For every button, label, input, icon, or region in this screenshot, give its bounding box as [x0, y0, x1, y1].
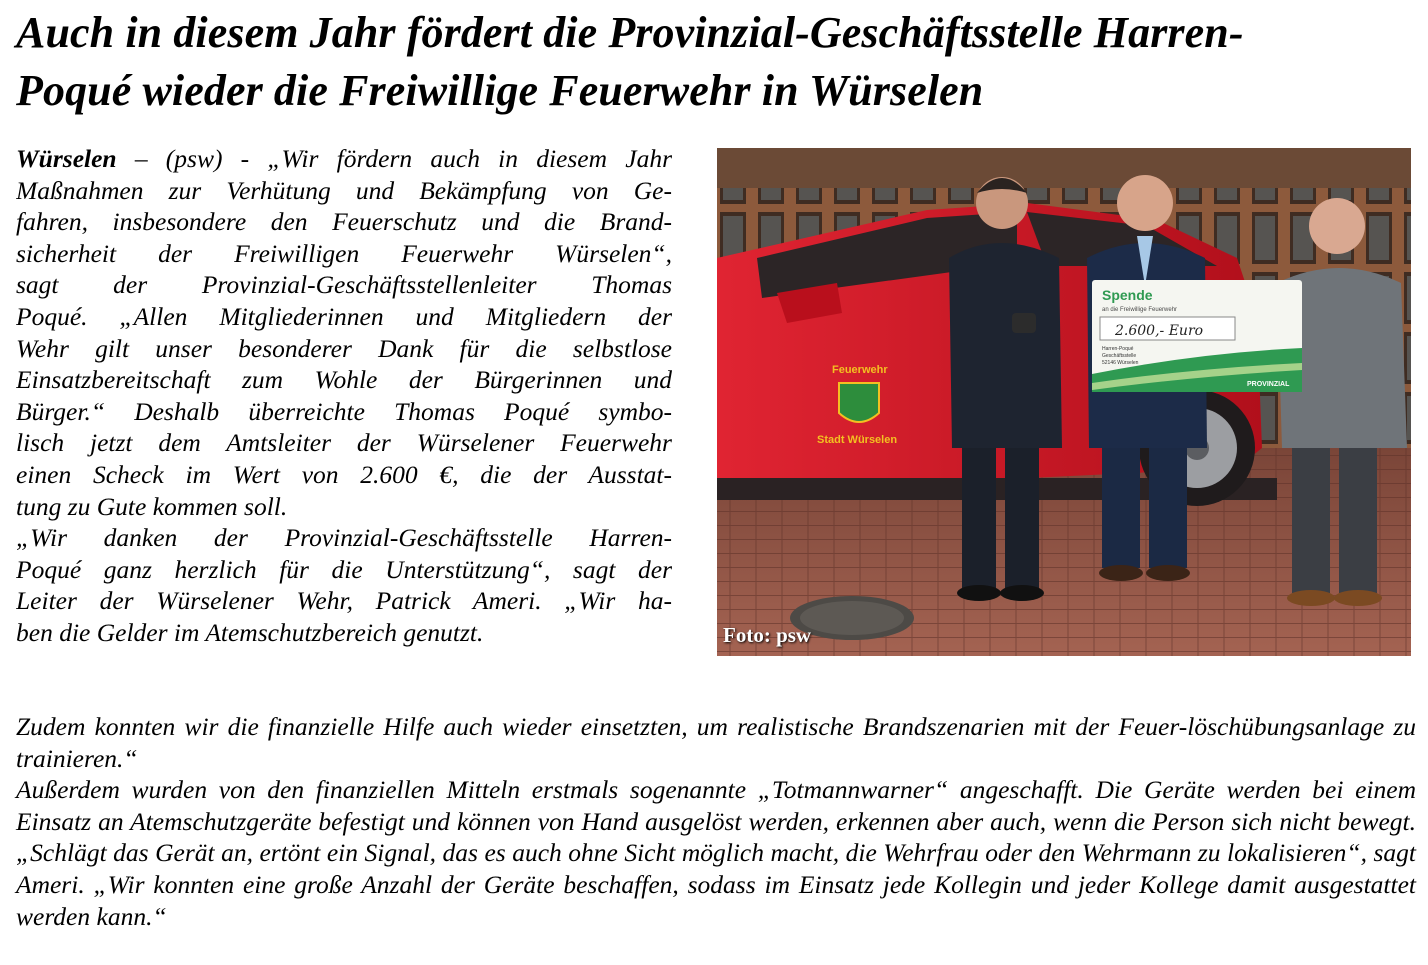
check-sender-2: Geschäftsstelle	[1102, 353, 1137, 359]
headline-line-1: Auch in diesem Jahr fördert die Provinzial-Geschäftsstelle Harren-	[16, 8, 1244, 57]
column-line: Poqué ganz herzlich für die Unterstützung“, sagt der	[16, 554, 672, 584]
dateline-rest: – (psw) - „Wir fördern auch in diesem Jahr	[116, 144, 672, 173]
column-line: sagt der Provinzial-Geschäftsstellenleiter Thomas	[16, 270, 672, 300]
article-full-width	[16, 711, 1416, 932]
column-line: Poqué. „Allen Mitgliederinnen und Mitgliedern der	[16, 301, 672, 331]
column-line: Maßnahmen zur Verhütung und Bekämpfung von Ge-	[16, 175, 672, 205]
paragraph-totmannwarner: Außerdem wurden von den finanziellen Mitteln erstmals sogenannte „Totmannwarner“ angeschafft. Die Geräte werden bei einem Einsatz an Atemschutzgeräte befestigt und können von Hand ausgelöst werden, erkennen aber auch, wenn die Person sich nicht bewegt. „Schlägt das Gerät an, ertönt ein Signal, das es auch ohne Sicht möglich macht, die Wehrfrau oder den Wehrmann zu lokalisieren“, sagt Ameri. „Wir konnten eine große Anzahl der Geräte beschaffen, sodass im Einsatz jede Kollegin und jeder Kollege damit ausgestattet werden kann.“	[16, 775, 1416, 931]
column-line: Wehr gilt unser besonderer Dank für die selbstlose	[16, 333, 672, 363]
city-crest-icon	[839, 383, 879, 422]
photo-illustration	[717, 148, 1411, 656]
article-photo	[717, 148, 1411, 656]
check-brand: PROVINZIAL	[1247, 381, 1290, 388]
car-door-text-1: Feuerwehr	[832, 364, 888, 376]
column-line: fahren, insbesondere den Feuerschutz und die Brand-	[16, 207, 672, 237]
column-line: tung zu Gute kommen soll.	[16, 491, 288, 521]
check-subtitle: an die Freiwillige Feuerwehr	[1102, 307, 1178, 313]
article-headline	[16, 4, 1416, 120]
paragraph-training: Zudem konnten wir die finanzielle Hilfe auch wieder einsetzten, um realistische Brandszenarien mit der Feuer-löschübungsanlage zu trainieren.“	[16, 712, 1416, 773]
check-sender-3: 52146 Würselen	[1102, 360, 1139, 366]
check-sender-1: Harren-Poqué	[1102, 346, 1134, 352]
column-line: lisch jetzt dem Amtsleiter der Würselener Feuerwehr	[16, 428, 672, 458]
check-amount: 2.600,- Euro	[1115, 323, 1204, 339]
column-line: Leiter der Würselener Wehr, Patrick Ameri. „Wir ha-	[16, 586, 672, 616]
article-column	[16, 143, 672, 649]
column-line: einen Scheck im Wert von 2.600 €, die der Ausstat-	[16, 459, 672, 489]
check-title: Spende	[1102, 287, 1153, 303]
column-line: ben die Gelder im Atemschutzbereich genutzt.	[16, 617, 484, 647]
column-line: „Wir danken der Provinzial-Geschäftsstelle Harren-	[16, 523, 672, 553]
column-line: sicherheit der Freiwilligen Feuerwehr Würselen“,	[16, 238, 672, 268]
photo-credit: Foto: psw	[723, 623, 812, 647]
dateline-place: Würselen	[16, 144, 117, 173]
column-line: Einsatzbereitschaft zum Wohle der Bürgerinnen und	[16, 365, 672, 395]
dateline	[16, 143, 672, 175]
headline-line-2: Poqué wieder die Freiwillige Feuerwehr in Würselen	[16, 66, 984, 115]
column-line: Bürger.“ Deshalb überreichte Thomas Poqué symbo-	[16, 396, 672, 426]
donation-check	[1092, 280, 1302, 392]
car-door-text-2: Stadt Würselen	[817, 434, 898, 446]
